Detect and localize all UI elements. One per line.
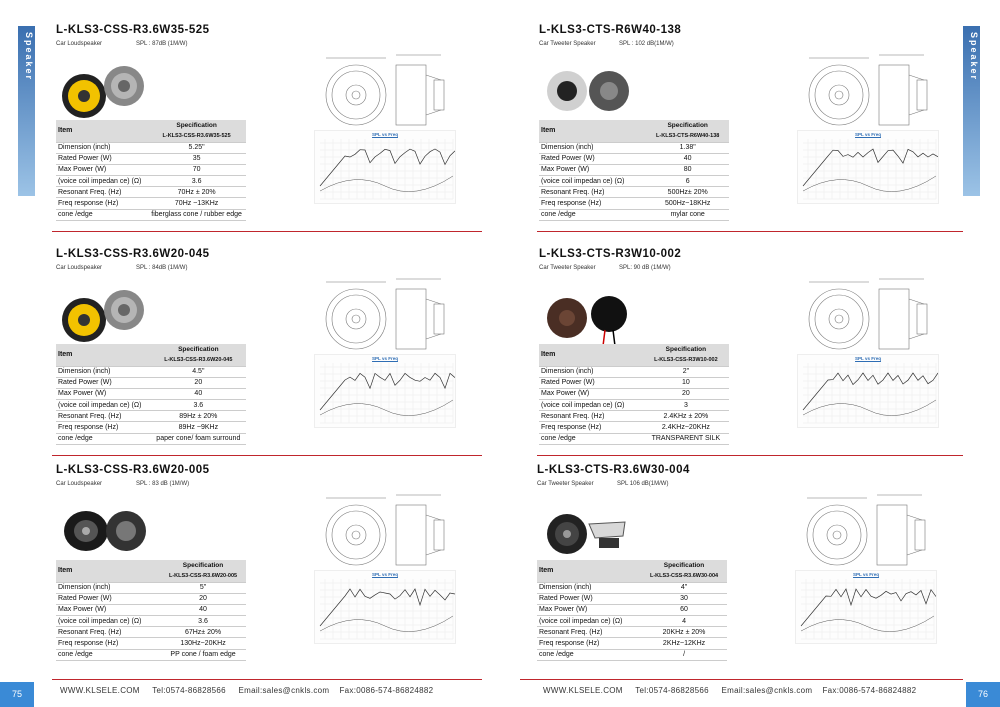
graph-title: SPL vs Freq bbox=[855, 132, 881, 137]
graph-title: SPL vs Freq bbox=[372, 132, 398, 137]
spec-label: Resonant Freq. (Hz) bbox=[539, 187, 646, 198]
spec-label: Max Power (W) bbox=[56, 604, 160, 615]
spec-value: 2KHz~12KHz bbox=[641, 638, 727, 649]
product-spl: SPL : 102 dB(1M/W) bbox=[619, 41, 674, 47]
spec-header-model: L-KLS3-CSS-R3.6W35-525 bbox=[162, 132, 231, 139]
spec-label: Resonant Freq. (Hz) bbox=[56, 187, 147, 198]
product-block bbox=[56, 248, 496, 463]
spec-header-model: L-KLS3-CSS-R3W10-002 bbox=[654, 356, 718, 363]
graph-title: SPL vs Freq bbox=[855, 356, 881, 361]
spec-label: Max Power (W) bbox=[56, 164, 147, 175]
spec-value: paper cone/ foam surround bbox=[151, 433, 246, 444]
spec-label: Freq response (Hz) bbox=[56, 638, 160, 649]
spec-label: Dimension (inch) bbox=[56, 582, 160, 593]
spec-table bbox=[539, 120, 729, 221]
spec-value: 1.38" bbox=[646, 142, 729, 153]
spec-label: (voice coil impedan ce) (Ω) bbox=[56, 616, 160, 627]
spec-label: Rated Power (W) bbox=[539, 377, 643, 388]
spec-label: (voice coil impedan ce) (Ω) bbox=[56, 176, 147, 187]
spec-value: 20 bbox=[160, 593, 246, 604]
spec-value: TRANSPARENT SILK bbox=[643, 433, 729, 444]
product-type: Car Tweeter Speaker bbox=[537, 481, 594, 487]
product-spl: SPL : 87dB (1M/W) bbox=[136, 41, 188, 47]
spec-row bbox=[56, 142, 246, 153]
spec-row bbox=[56, 400, 246, 411]
spec-table bbox=[537, 560, 727, 661]
side-tab-left bbox=[18, 26, 35, 196]
divider bbox=[537, 231, 963, 232]
product-block bbox=[539, 24, 979, 239]
spec-value: 2.4KHz~20KHz bbox=[643, 422, 729, 433]
product-title: L-KLS3-CSS-R3.6W20-005 bbox=[56, 464, 210, 476]
spec-label: Dimension (inch) bbox=[539, 366, 643, 377]
spec-header-model: L-KLS3-CSS-R3.6W30-004 bbox=[649, 572, 719, 579]
spec-value: 500Hz± 20% bbox=[646, 187, 729, 198]
spec-row bbox=[56, 422, 246, 433]
spec-value: 3.6 bbox=[147, 176, 246, 187]
spec-header-label: Specification bbox=[665, 345, 707, 353]
side-tab-label: Speaker bbox=[24, 32, 34, 82]
spec-value: 70 bbox=[147, 164, 246, 175]
spec-row bbox=[539, 187, 729, 198]
spec-row bbox=[539, 209, 729, 220]
spec-value: 500Hz~18KHz bbox=[646, 198, 729, 209]
spec-row bbox=[56, 638, 246, 649]
technical-drawing bbox=[316, 480, 456, 580]
divider bbox=[52, 679, 482, 680]
footer-tel: Tel:0574-86828566 bbox=[635, 686, 709, 695]
spec-value: 67Hz± 20% bbox=[160, 627, 246, 638]
spec-value: 35 bbox=[147, 153, 246, 164]
spec-value: 4" bbox=[641, 582, 727, 593]
spec-row bbox=[539, 198, 729, 209]
spec-row bbox=[56, 388, 246, 399]
spec-row bbox=[537, 616, 727, 627]
spec-value: 5.25" bbox=[147, 142, 246, 153]
spec-table bbox=[539, 344, 729, 445]
spec-label: Rated Power (W) bbox=[56, 377, 151, 388]
spl-graph bbox=[797, 130, 939, 204]
spec-table bbox=[56, 344, 246, 445]
spec-value: 20 bbox=[151, 377, 246, 388]
spec-header-spec bbox=[643, 344, 729, 366]
spec-header-spec bbox=[160, 560, 246, 582]
spec-label: Rated Power (W) bbox=[56, 153, 147, 164]
spec-label: Resonant Freq. (Hz) bbox=[537, 627, 641, 638]
spec-label: Max Power (W) bbox=[539, 388, 643, 399]
product-title: L-KLS3-CTS-R6W40-138 bbox=[539, 24, 682, 36]
product-block bbox=[539, 248, 979, 463]
spec-header-label: Specification bbox=[176, 121, 217, 129]
spec-row bbox=[539, 388, 729, 399]
spec-value: 89Hz ~9KHz bbox=[151, 422, 246, 433]
spec-label: Freq response (Hz) bbox=[537, 638, 641, 649]
spec-label: Dimension (inch) bbox=[537, 582, 641, 593]
spec-value: PP cone / foam edge bbox=[160, 649, 246, 660]
page-number-left: 75 bbox=[0, 682, 34, 707]
footer-tel: Tel:0574-86828566 bbox=[152, 686, 226, 695]
spec-label: cone /edge bbox=[56, 649, 160, 660]
spec-value: 70Hz ~13KHz bbox=[147, 198, 246, 209]
spec-row bbox=[539, 164, 729, 175]
spec-header-spec bbox=[641, 560, 727, 582]
spec-header-spec bbox=[147, 120, 246, 142]
spec-label: Resonant Freq. (Hz) bbox=[539, 411, 643, 422]
spec-row bbox=[537, 593, 727, 604]
spec-label: cone /edge bbox=[56, 433, 151, 444]
product-photo bbox=[539, 280, 639, 350]
spec-value: 6 bbox=[646, 176, 729, 187]
spec-value: 20KHz ± 20% bbox=[641, 627, 727, 638]
product-title: L-KLS3-CTS-R3.6W30-004 bbox=[537, 464, 690, 476]
divider bbox=[52, 231, 482, 232]
spec-value: 4 bbox=[641, 616, 727, 627]
graph-title: SPL vs Freq bbox=[372, 356, 398, 361]
spec-row bbox=[539, 400, 729, 411]
spec-label: Rated Power (W) bbox=[537, 593, 641, 604]
spec-label: Freq response (Hz) bbox=[539, 422, 643, 433]
footer-left bbox=[60, 686, 433, 695]
spec-label: (voice coil impedan ce) (Ω) bbox=[539, 176, 646, 187]
spec-label: (voice coil impedan ce) (Ω) bbox=[539, 400, 643, 411]
technical-drawing bbox=[799, 40, 939, 140]
spl-graph bbox=[314, 354, 456, 428]
spec-row bbox=[56, 604, 246, 615]
spec-row bbox=[56, 616, 246, 627]
spec-row bbox=[539, 142, 729, 153]
spec-row bbox=[539, 366, 729, 377]
footer-fax: Fax:0086-574-86824882 bbox=[822, 686, 917, 695]
spec-label: (voice coil impedan ce) (Ω) bbox=[56, 400, 151, 411]
spec-header-item: Item bbox=[56, 560, 160, 582]
spec-value: 40 bbox=[646, 153, 729, 164]
product-block bbox=[537, 464, 977, 679]
footer-right bbox=[543, 686, 916, 695]
spec-value: 40 bbox=[151, 388, 246, 399]
spec-label: Max Power (W) bbox=[56, 388, 151, 399]
divider bbox=[537, 455, 963, 456]
spec-row bbox=[56, 627, 246, 638]
spec-value: 3.6 bbox=[151, 400, 246, 411]
product-block bbox=[56, 464, 496, 679]
divider bbox=[520, 679, 963, 680]
spec-header-item: Item bbox=[56, 344, 151, 366]
spec-row bbox=[56, 153, 246, 164]
product-photo bbox=[539, 56, 639, 126]
spec-label: Dimension (inch) bbox=[56, 366, 151, 377]
product-spl: SPL 106 dB(1M/W) bbox=[617, 481, 669, 487]
product-type: Car Tweeter Speaker bbox=[539, 265, 596, 271]
product-photo bbox=[537, 496, 637, 566]
spec-table bbox=[56, 120, 246, 221]
product-photo bbox=[56, 280, 156, 350]
spl-graph bbox=[314, 130, 456, 204]
spec-value: 5" bbox=[160, 582, 246, 593]
spec-row bbox=[537, 649, 727, 660]
spec-label: Resonant Freq. (Hz) bbox=[56, 627, 160, 638]
spec-row bbox=[56, 209, 246, 220]
spec-row bbox=[537, 582, 727, 593]
spec-header-item: Item bbox=[539, 120, 646, 142]
spec-row bbox=[56, 649, 246, 660]
technical-drawing bbox=[316, 264, 456, 364]
spec-value: 130Hz~20KHz bbox=[160, 638, 246, 649]
page-number-right: 76 bbox=[966, 682, 1000, 707]
product-title: L-KLS3-CSS-R3.6W35-525 bbox=[56, 24, 210, 36]
spec-row bbox=[56, 187, 246, 198]
spec-label: Dimension (inch) bbox=[539, 142, 646, 153]
spec-label: Freq response (Hz) bbox=[56, 198, 147, 209]
spec-header-item: Item bbox=[539, 344, 643, 366]
spec-value: / bbox=[641, 649, 727, 660]
spec-header-model: L-KLS3-CSS-R3.6W20-045 bbox=[164, 356, 233, 363]
spec-label: Dimension (inch) bbox=[56, 142, 147, 153]
spec-row bbox=[56, 593, 246, 604]
product-block bbox=[56, 24, 496, 239]
spec-row bbox=[539, 153, 729, 164]
spec-label: Freq response (Hz) bbox=[539, 198, 646, 209]
spl-graph bbox=[314, 570, 456, 644]
spec-value: 3 bbox=[643, 400, 729, 411]
spec-label: Resonant Freq. (Hz) bbox=[56, 411, 151, 422]
spec-row bbox=[537, 604, 727, 615]
spec-row bbox=[56, 176, 246, 187]
spec-label: cone /edge bbox=[539, 433, 643, 444]
graph-title: SPL vs Freq bbox=[853, 572, 879, 577]
spec-row bbox=[56, 433, 246, 444]
spec-value: 40 bbox=[160, 604, 246, 615]
spec-label: (voice coil impedan ce) (Ω) bbox=[537, 616, 641, 627]
spec-value: 89Hz ± 20% bbox=[151, 411, 246, 422]
product-type: Car Loudspeaker bbox=[56, 481, 103, 487]
spec-row bbox=[539, 176, 729, 187]
spec-header-item: Item bbox=[56, 120, 147, 142]
spec-header-label: Specification bbox=[178, 345, 219, 353]
spec-row bbox=[56, 377, 246, 388]
spec-value: 60 bbox=[641, 604, 727, 615]
product-title: L-KLS3-CSS-R3.6W20-045 bbox=[56, 248, 210, 260]
product-type: Car Loudspeaker bbox=[56, 265, 103, 271]
divider bbox=[52, 455, 482, 456]
spec-row bbox=[56, 164, 246, 175]
spec-row bbox=[537, 638, 727, 649]
spl-graph bbox=[795, 570, 937, 644]
footer-website[interactable]: WWW.KLSELE.COM bbox=[60, 686, 140, 695]
product-photo bbox=[56, 56, 156, 126]
spec-row bbox=[539, 422, 729, 433]
spec-header-label: Specification bbox=[663, 561, 705, 569]
spec-value: 10 bbox=[643, 377, 729, 388]
spec-label: Max Power (W) bbox=[539, 164, 646, 175]
spec-header-spec bbox=[151, 344, 246, 366]
product-spl: SPL : 83 dB (1M/W) bbox=[136, 481, 190, 487]
spec-value: 2.4KHz ± 20% bbox=[643, 411, 729, 422]
spec-row bbox=[537, 627, 727, 638]
spec-value: mylar cone bbox=[646, 209, 729, 220]
side-tab-label: Speaker bbox=[969, 32, 979, 82]
spec-header-item: Item bbox=[537, 560, 641, 582]
spec-header-spec bbox=[646, 120, 729, 142]
spec-table bbox=[56, 560, 246, 661]
spl-graph bbox=[797, 354, 939, 428]
spec-value: fiberglass cone / rubber edge bbox=[147, 209, 246, 220]
spec-row bbox=[56, 411, 246, 422]
technical-drawing bbox=[797, 480, 937, 580]
spec-label: Max Power (W) bbox=[537, 604, 641, 615]
spec-value: 80 bbox=[646, 164, 729, 175]
spec-row bbox=[539, 411, 729, 422]
spec-row bbox=[539, 433, 729, 444]
spec-label: cone /edge bbox=[537, 649, 641, 660]
spec-row bbox=[56, 582, 246, 593]
spec-value: 20 bbox=[643, 388, 729, 399]
spec-header-label: Specification bbox=[182, 561, 224, 569]
footer-email[interactable]: Email:sales@cnkls.com bbox=[721, 686, 813, 695]
spec-label: Freq response (Hz) bbox=[56, 422, 151, 433]
spec-label: Rated Power (W) bbox=[56, 593, 160, 604]
spec-header-label: Specification bbox=[667, 121, 708, 129]
product-type: Car Loudspeaker bbox=[56, 41, 103, 47]
spec-label: cone /edge bbox=[56, 209, 147, 220]
spec-value: 70Hz ± 20% bbox=[147, 187, 246, 198]
footer-fax: Fax:0086-574-86824882 bbox=[339, 686, 434, 695]
technical-drawing bbox=[316, 40, 456, 140]
technical-drawing bbox=[799, 264, 939, 364]
spec-value: 4.5" bbox=[151, 366, 246, 377]
product-spl: SPL: 90 dB (1M/W) bbox=[619, 265, 671, 271]
product-photo bbox=[56, 496, 156, 566]
spec-header-model: L-KLS3-CSS-R3.6W20-005 bbox=[168, 572, 238, 579]
footer-website[interactable]: WWW.KLSELE.COM bbox=[543, 686, 623, 695]
product-type: Car Tweeter Speaker bbox=[539, 41, 596, 47]
spec-value: 3.6 bbox=[160, 616, 246, 627]
spec-row bbox=[539, 377, 729, 388]
spec-label: Rated Power (W) bbox=[539, 153, 646, 164]
spec-value: 30 bbox=[641, 593, 727, 604]
spec-header-model: L-KLS3-CTS-R6W40-138 bbox=[656, 132, 720, 139]
spec-label: cone /edge bbox=[539, 209, 646, 220]
spec-row bbox=[56, 366, 246, 377]
graph-title: SPL vs Freq bbox=[372, 572, 398, 577]
product-spl: SPL : 84dB (1M/W) bbox=[136, 265, 188, 271]
product-title: L-KLS3-CTS-R3W10-002 bbox=[539, 248, 682, 260]
spec-value: 2" bbox=[643, 366, 729, 377]
spec-row bbox=[56, 198, 246, 209]
footer-email[interactable]: Email:sales@cnkls.com bbox=[238, 686, 330, 695]
